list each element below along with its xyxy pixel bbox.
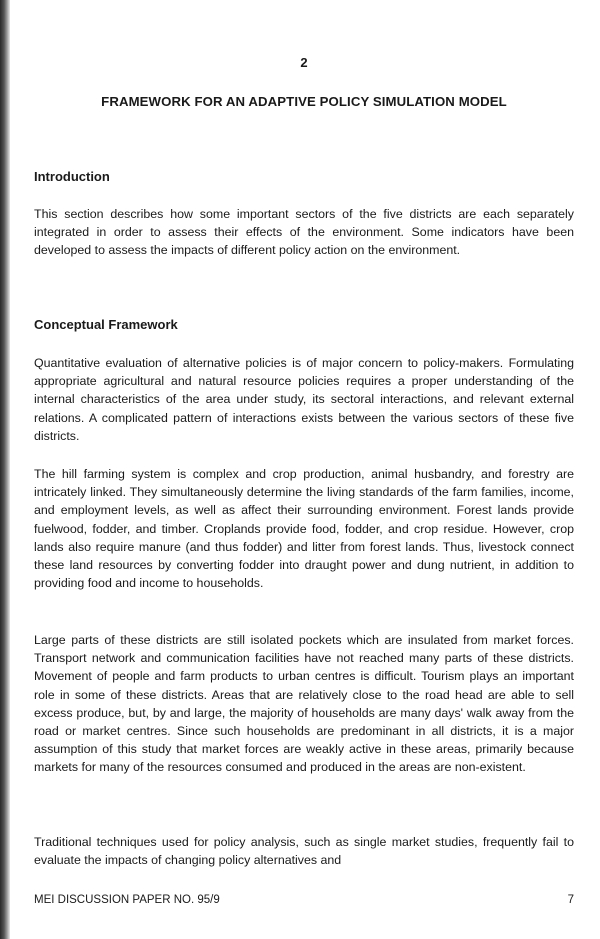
section-heading-introduction: Introduction bbox=[34, 169, 110, 184]
book-spine-shadow bbox=[0, 0, 10, 939]
footer-page-number: 7 bbox=[567, 894, 574, 906]
footer-series-label: MEI DISCUSSION PAPER NO. 95/9 bbox=[34, 894, 220, 906]
paragraph-conceptual-2: The hill farming system is complex and crop production, animal husbandry, and forestry are intricately linked. They simultaneously determine the living standards of the farm families, income, and employment levels, as well as affect their surrounding environment. Forest lands provide fuelwood, fodder, and timber. Croplands provide food, fodder, and crop residue. However, crop lands also require manure (and thus fodder) and litter from forest lands. Thus, livestock connect these land resources by converting fodder into draught power and dung nutrient, in addition to providing food and income to households. bbox=[34, 467, 574, 591]
paragraph-introduction: This section describes how some important sectors of the five districts are each separately integrated in order to assess their effects of the environment. Some indicators have been developed to assess the impacts of different policy action on the environment. bbox=[34, 207, 574, 258]
section-heading-conceptual-framework: Conceptual Framework bbox=[34, 317, 178, 332]
chapter-number: 2 bbox=[300, 55, 308, 70]
document-page bbox=[34, 0, 574, 939]
paragraph-conceptual-3: Large parts of these districts are still isolated pockets which are insulated from market forces. Transport network and communication facilities have not reached many parts of these districts. Movement of people and farm products to urban centres is difficult. Tourism plays an important role in some of these districts. Areas that are relatively close to the road head are able to sell excess produce, but, by and large, the majority of households are many days' walk away from the road or market centres. Since such households are predominant in all districts, it is a major assumption of this study that market forces are weakly active in these areas, primarily because markets for many of the resources consumed and produced in the areas are non-existent. bbox=[34, 633, 574, 775]
paragraph-conceptual-4: Traditional techniques used for policy analysis, such as single market studies, frequently fail to evaluate the impacts of changing policy alternatives and bbox=[34, 835, 574, 868]
paragraph-conceptual-1: Quantitative evaluation of alternative policies is of major concern to policy-makers. Formulating appropriate agricultural and natural resource policies requires a proper understanding of the internal characteristics of the area under study, its sectoral interactions, and relevant external relations. A complicated pattern of interactions exists between the various sectors of these five districts. bbox=[34, 356, 574, 443]
chapter-title: FRAMEWORK FOR AN ADAPTIVE POLICY SIMULATION MODEL bbox=[101, 94, 507, 109]
